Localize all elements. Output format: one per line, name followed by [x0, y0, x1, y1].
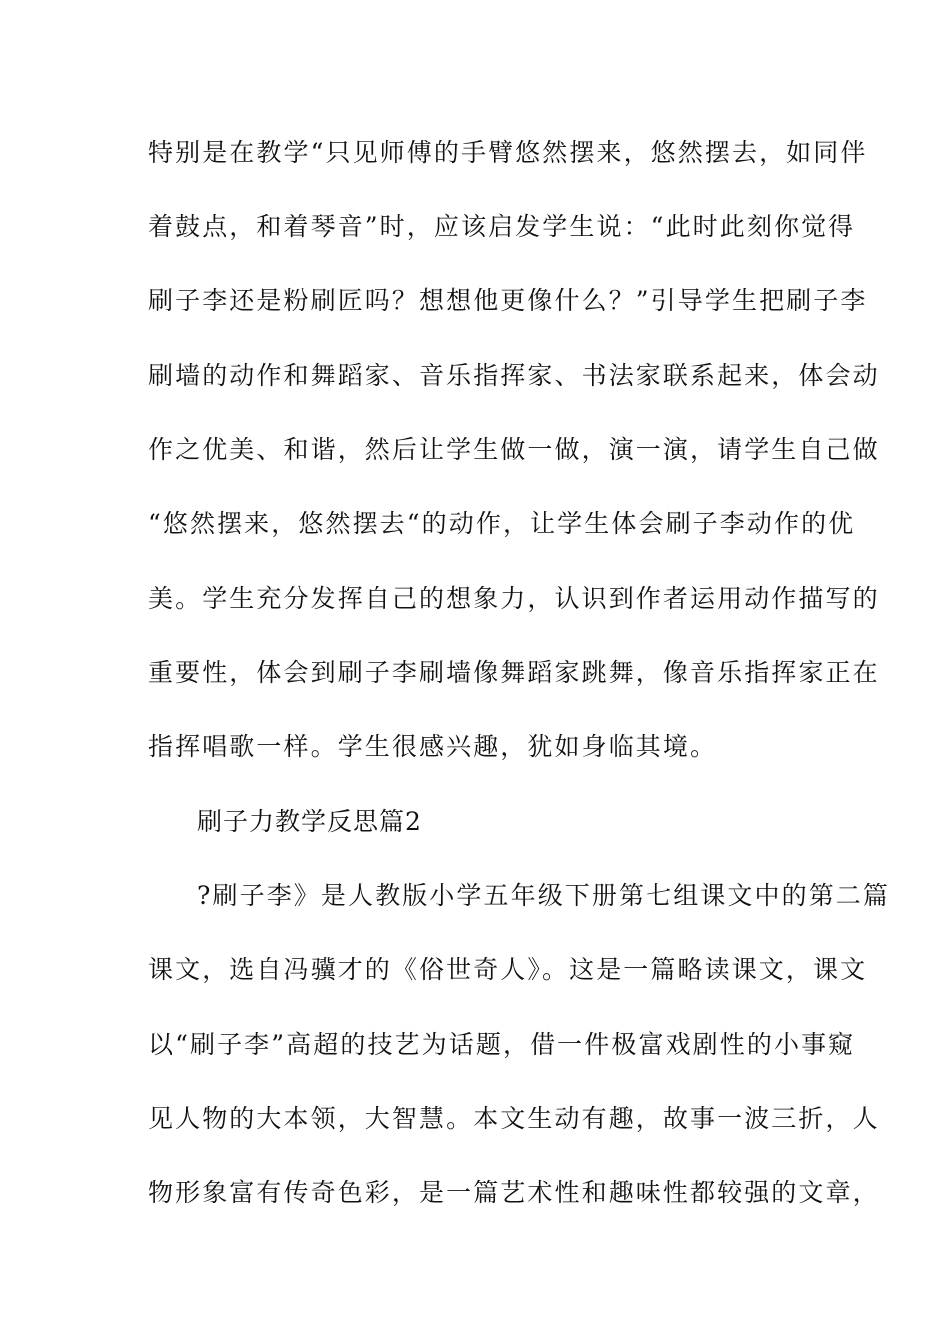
- body-text-line: 特别是在教学“只见师傅的手臂悠然摆来，悠然摆去，如同伴: [148, 138, 868, 167]
- body-text-line: “悠然摆来，悠然摆去“的动作，让学生体会刷子李动作的优: [148, 509, 856, 538]
- body-text-line: 刷墙的动作和舞蹈家、音乐指挥家、书法家联系起来，体会动: [148, 361, 880, 390]
- body-text-line: 物形象富有传奇色彩，是一篇艺术性和趣味性都较强的文章，: [148, 1178, 880, 1207]
- body-text-line: 作之优美、和谐，然后让学生做一做，演一演，请学生自己做: [148, 435, 880, 464]
- section-heading: 刷子力教学反思篇2: [197, 807, 422, 836]
- body-text-line: 刷子李还是粉刷匠吗？想想他更像什么？”引导学生把刷子李: [148, 286, 868, 315]
- body-text-line: 见人物的大本领，大智慧。本文生动有趣，故事一波三折，人: [148, 1104, 880, 1133]
- body-text-line: 重要性，体会到刷子李刷墙像舞蹈家跳舞，像音乐指挥家正在: [148, 658, 880, 687]
- body-text-line: 课文，选自冯骥才的《俗世奇人》。这是一篇略读课文，课文: [148, 955, 868, 984]
- body-text-line: ?刷子李》是人教版小学五年级下册第七组课文中的第二篇: [197, 881, 891, 910]
- body-text-line: 着鼓点，和着琴音”时，应该启发学生说：“此时此刻你觉得: [148, 212, 856, 241]
- body-text-line: 指挥唱歌一样。学生很感兴趣，犹如身临其境。: [148, 732, 718, 761]
- body-text-line: 以“刷子李”高超的技艺为话题，借一件极富戏剧性的小事窥: [148, 1030, 856, 1059]
- body-text-line: 美。学生充分发挥自己的想象力，认识到作者运用动作描写的: [148, 584, 880, 613]
